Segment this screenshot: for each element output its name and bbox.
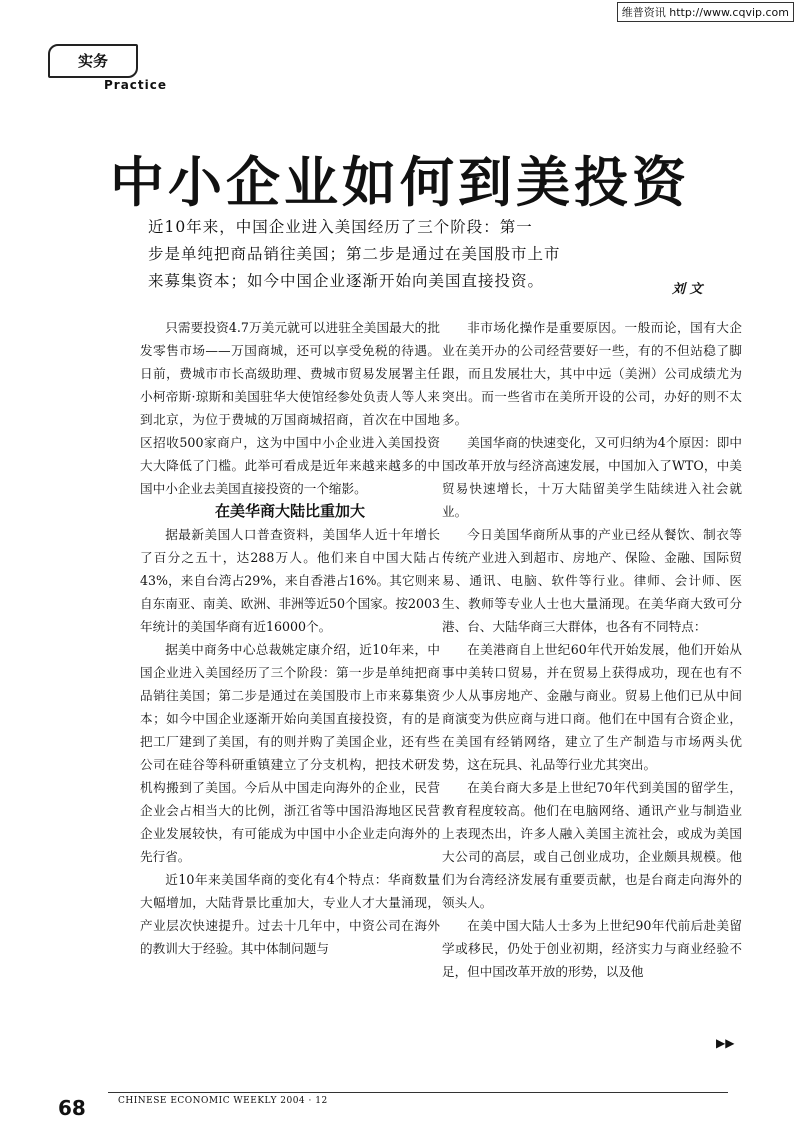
author-name: 刘 文 — [672, 282, 703, 297]
source-watermark: 维普资讯 http://www.cqvip.com — [617, 2, 794, 22]
paragraph: 非市场化操作是重要原因。一般而论，国有大企业在美开办的公司经营要好一些，有的不但站稳了脚跟，而且发展壮大，其中中远（美洲）公司成绩尤为突出。而一些省市在美所开设的公司，办好的则不太多。 — [442, 320, 742, 427]
paragraph: 在美港商自上世纪60年代开始发展，他们开始从事中美转口贸易，并在贸易上获得成功，现在也有不少人从事房地产、金融与商业。贸易上他们已从中间商演变为供应商与进口商。他们在中国有合资企业，在美国有经销网络，建立了生产制造与市场两头优势，这在玩具、礼品等行业尤其突出。 — [442, 642, 742, 772]
footer-publication: CHINESE ECONOMIC WEEKLY 2004 · 12 — [118, 1096, 328, 1106]
lead-line: 步是单纯把商品销往美国；第二步是通过在美国股市上市 — [148, 245, 561, 263]
article-lead — [148, 214, 696, 295]
article-title: 中小企业如何到美投资 — [110, 151, 690, 214]
paragraph: 美国华商的快速变化，又可归纳为4个原因：即中国改革开放与经济高速发展，中国加入了WTO，中美贸易快速增长，十万大陆留美学生陆续进入社会就业。 — [442, 435, 742, 519]
lead-line: 近10年来，中国企业进入美国经历了三个阶段：第一 — [148, 218, 533, 236]
section-subhead: 在美华商大陆比重加大 — [214, 502, 365, 520]
paragraph: 只需要投资4.7万美元就可以进驻全美国最大的批发零售市场——万国商城，还可以享受免税的待遇。日前，费城市市长高级助理、费城市贸易发展署主任小柯帝斯·琼斯和美国驻华大使馆经参处负责人等人来到北京，为位于费城的万国商城招商，首次在中国地区招收500家商户，这为中国中小企业进入美国投资大大降低了门槛。此举可看成是近年来越来越多的中国中小企业去美国直接投资的一个缩影。 — [140, 320, 440, 496]
page-number: 68 — [58, 1096, 86, 1120]
paragraph: 今日美国华商所从事的产业已经从餐饮、制衣等传统产业进入到超市、房地产、保险、金融、国际贸易、通讯、电脑、软件等行业。律师、会计师、医生、教师等专业人士也大量涌现。在美华商大致可分港、台、大陆华商三大群体，也各有不同特点： — [442, 527, 742, 634]
paragraph: 据美中商务中心总裁姚定康介绍，近10年来，中国企业进入美国经历了三个阶段：第一步是单纯把商品销往美国；第二步是通过在美国股市上市来募集资本；如今中国企业逐渐开始向美国直接投资，有的是把工厂建到了美国，有的则并购了美国企业，还有些公司在硅谷等科研重镇建立了分支机构，把技术研发机构搬到了美国。今后从中国走向海外的企业，民营企业会占相当大的比例，浙江省等中国沿海地区民营企业发展较快，有可能成为中国中小企业走向海外的先行省。 — [140, 642, 440, 864]
paragraph: 据最新美国人口普查资料，美国华人近十年增长了百分之五十，达288万人。他们来自中国大陆占43%，来自台湾占29%，来自香港占16%。其它则来自东南亚、南美、欧洲、非洲等近50个国家。按2003年统计的美国华商有近16000个。 — [140, 527, 440, 634]
paragraph: 近10年来美国华商的变化有4个特点：华商数量大幅增加，大陆背景比重加大，专业人才大量涌现，产业层次快速提升。过去十几年中，中资公司在海外的教训大于经验。其中体制问题与 — [140, 872, 440, 956]
paragraph: 在美台商大多是上世纪70年代到美国的留学生，教育程度较高。他们在电脑网络、通讯产业与制造业上表现杰出，许多人融入美国主流社会，或成为美国大公司的高层，或自己创业成功，企业颇具规模。他们为台湾经济发展有重要贡献，也是台商走向海外的领头人。 — [442, 780, 742, 910]
section-tag: 实务 — [48, 44, 138, 78]
left-column — [140, 316, 440, 960]
lead-line: 来募集资本；如今中国企业逐渐开始向美国直接投资。 — [148, 272, 545, 290]
paragraph: 在美中国大陆人士多为上世纪90年代前后赴美留学或移民，仍处于创业初期，经济实力与商业经验不足，但中国改革开放的形势，以及他 — [442, 918, 742, 979]
footer-rule — [108, 1092, 728, 1093]
continue-arrow-icon: ▶▶ — [716, 1036, 735, 1050]
section-label-en: Practice — [104, 78, 168, 92]
right-column — [442, 316, 742, 983]
